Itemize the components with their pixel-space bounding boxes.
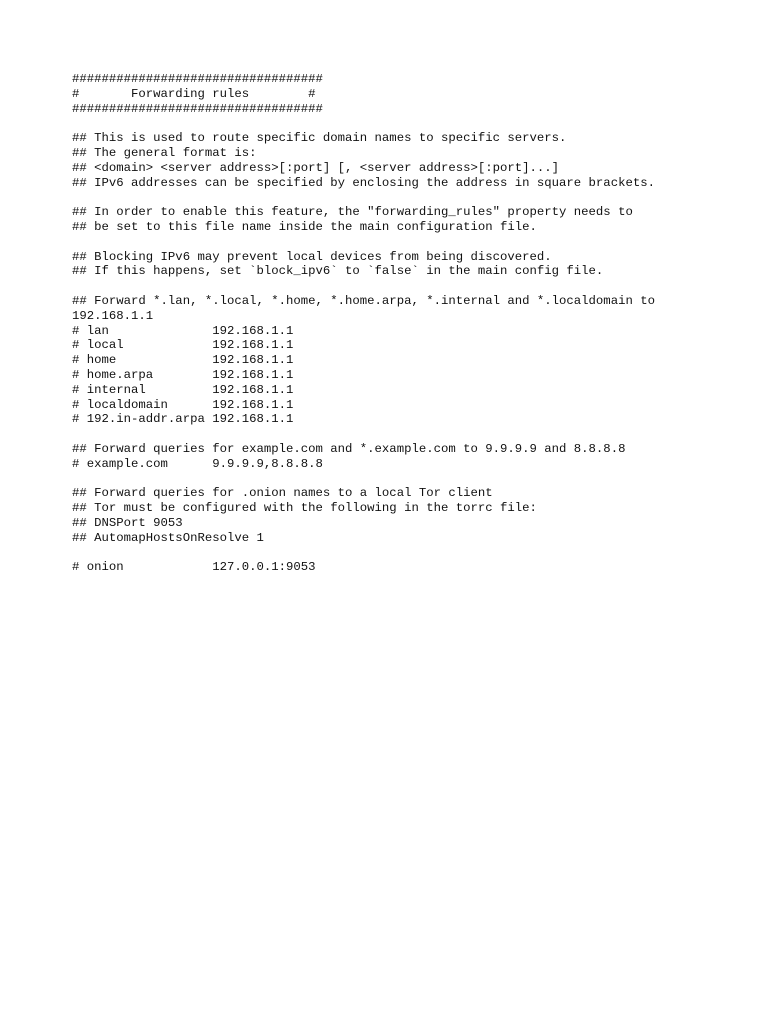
header-border-bottom: ################################## (72, 101, 323, 116)
intro-comment: ## IPv6 addresses can be specified by enclosing the address in square brackets. (72, 175, 655, 190)
enable-comment: ## In order to enable this feature, the "forwarding_rules" property needs to (72, 205, 633, 220)
local-rule-in-addr-arpa: # 192.in-addr.arpa 192.168.1.1 (72, 412, 294, 427)
blank-line (72, 427, 712, 442)
tor-comment: ## Forward queries for .onion names to a local Tor client (72, 486, 493, 501)
blank-line (72, 279, 712, 294)
intro-comment: ## This is used to route specific domain names to specific servers. (72, 131, 567, 146)
local-rule-home-arpa: # home.arpa 192.168.1.1 (72, 367, 294, 382)
header-border-top: ################################## (72, 72, 323, 86)
local-forward-comment: ## Forward *.lan, *.local, *.home, *.home.arpa, *.internal and *.localdomain to (72, 293, 655, 308)
section-title: # Forwarding rules # (72, 86, 316, 101)
example-forward-comment: ## Forward queries for example.com and *.example.com to 9.9.9.9 and 8.8.8.8 (72, 441, 626, 456)
ipv6-comment: ## If this happens, set `block_ipv6` to `false` in the main config file. (72, 264, 604, 279)
tor-comment: ## DNSPort 9053 (72, 515, 183, 530)
blank-line (72, 546, 712, 561)
tor-forward-rule: # onion 127.0.0.1:9053 (72, 560, 316, 575)
local-rule-home: # home 192.168.1.1 (72, 353, 294, 368)
blank-line (72, 116, 712, 131)
tor-comment: ## AutomapHostsOnResolve 1 (72, 530, 264, 545)
local-rule-local: # local 192.168.1.1 (72, 338, 294, 353)
local-rule-localdomain: # localdomain 192.168.1.1 (72, 397, 294, 412)
local-rule-internal: # internal 192.168.1.1 (72, 382, 294, 397)
blank-line (72, 190, 712, 205)
tor-comment: ## Tor must be configured with the following in the torrc file: (72, 501, 537, 516)
intro-comment: ## The general format is: (72, 145, 257, 160)
enable-comment: ## be set to this file name inside the main configuration file. (72, 219, 537, 234)
blank-line (72, 472, 712, 487)
example-forward-rule: # example.com 9.9.9.9,8.8.8.8 (72, 456, 323, 471)
blank-line (72, 235, 712, 250)
config-document (72, 72, 712, 575)
local-rule-lan: # lan 192.168.1.1 (72, 323, 294, 338)
ipv6-comment: ## Blocking IPv6 may prevent local devices from being discovered. (72, 249, 552, 264)
intro-comment: ## <domain> <server address>[:port] [, <server address>[:port]...] (72, 160, 560, 175)
local-forward-comment: 192.168.1.1 (72, 308, 154, 323)
